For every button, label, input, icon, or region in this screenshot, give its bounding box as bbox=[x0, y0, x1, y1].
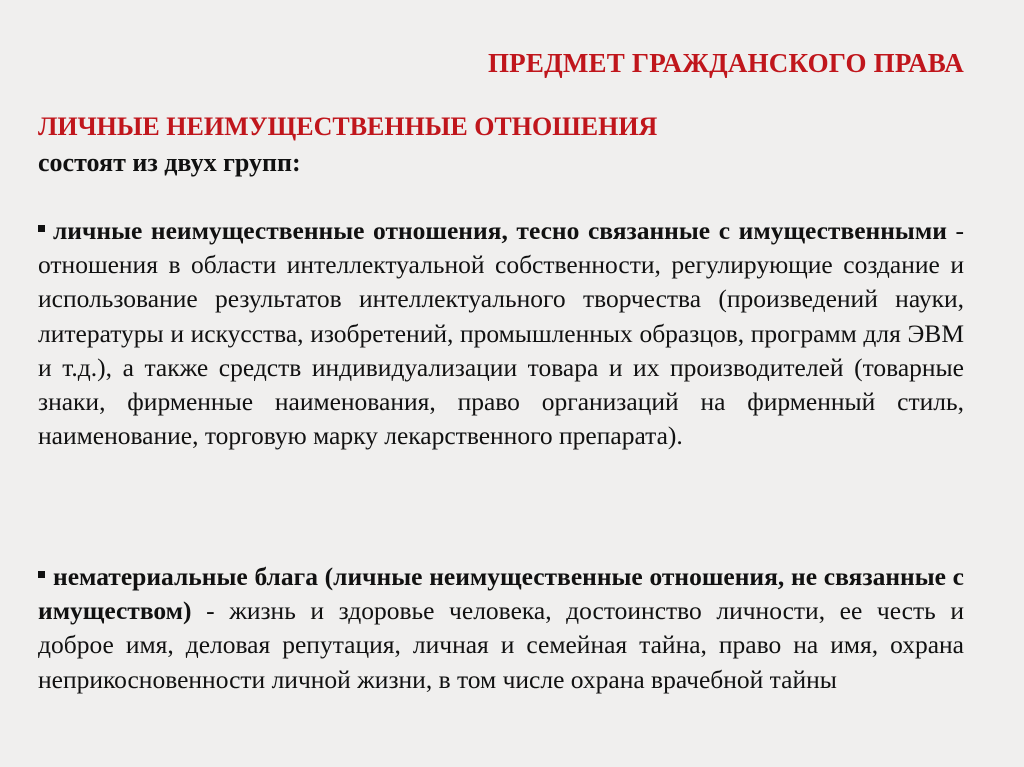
bullet-2-text: - жизнь и здоровье человека, достоинство личности, ее честь и доброе имя, деловая репутация, личная и семейная тайна, право на имя, охрана неприкосновенности личной жизни, в том числе охрана врачебной тайны bbox=[38, 596, 964, 694]
section-heading: ЛИЧНЫЕ НЕИМУЩЕСТВЕННЫЕ ОТНОШЕНИЯ bbox=[38, 112, 658, 141]
bullet-paragraph-2 bbox=[38, 560, 964, 697]
square-bullet-icon bbox=[38, 571, 45, 578]
slide-title: ПРЕДМЕТ ГРАЖДАНСКОГО ПРАВА bbox=[487, 48, 964, 78]
bullet-1-text: - отношения в области интеллектуальной собственности, регулирующие создание и использование результатов интеллектуального творчества (произведений науки, литературы и искусства, изобретений, промышленных образцов, программ для ЭВМ и т.д.), а также средств индивидуализации товара и их производителей (товарные знаки, фирменные наименования, право организаций на фирменный стиль, наименование, торговую марку лекарственного препарата). bbox=[38, 216, 964, 451]
square-bullet-icon bbox=[38, 225, 45, 232]
bullet-2-bold: нематериальные блага (личные неимущественные отношения, не связанные с имуществом) bbox=[38, 562, 964, 626]
bullet-1-bold: личные неимущественные отношения, тесно связанные с имущественными bbox=[53, 216, 947, 245]
bullet-paragraph-1 bbox=[38, 214, 964, 453]
intro-text: состоят из двух групп: bbox=[38, 148, 301, 177]
